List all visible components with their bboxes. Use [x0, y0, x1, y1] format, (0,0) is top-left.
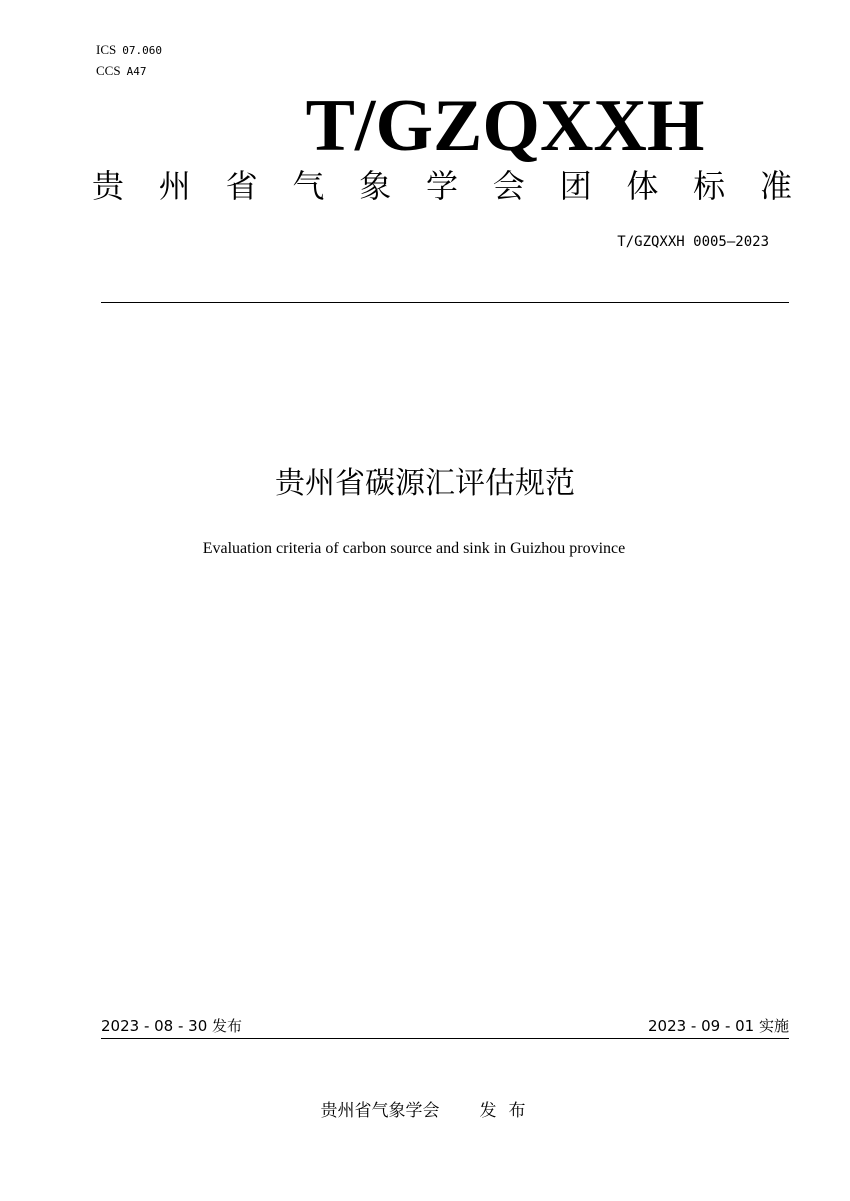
document-title-english: Evaluation criteria of carbon source and sink in Guizhou province [202, 540, 626, 557]
ccs-label: CCS [96, 63, 121, 78]
ccs-code: A47 [126, 65, 147, 78]
org-char: 学 [425, 167, 458, 205]
ccs-classification [96, 63, 146, 80]
ics-label: ICS [96, 42, 117, 57]
ics-classification [96, 42, 162, 59]
org-char: 准 [759, 167, 792, 205]
document-number: T/GZQXXH 0005—2023 [617, 234, 769, 250]
org-char: 标 [693, 167, 726, 205]
org-char: 省 [225, 167, 258, 205]
org-char: 团 [559, 167, 592, 205]
org-char: 州 [158, 167, 191, 205]
org-char: 体 [626, 167, 659, 205]
organization-standard-heading [92, 166, 792, 206]
issuer-name: 贵州省气象学会 [320, 1101, 440, 1121]
org-char: 会 [492, 167, 525, 205]
effective-date: 2023 - 09 - 01 实施 [647, 1017, 789, 1035]
org-char: 象 [359, 167, 392, 205]
issuer-action: 发布 [479, 1101, 538, 1121]
document-title-chinese: 贵州省碳源汇评估规范 [275, 466, 575, 501]
standard-brand-logo: T/GZQXXH [305, 85, 705, 167]
org-char: 气 [292, 167, 325, 205]
top-divider [101, 302, 789, 303]
bottom-divider [101, 1038, 789, 1039]
publish-date: 2023 - 08 - 30 发布 [101, 1017, 243, 1035]
issuer-line [0, 1100, 850, 1122]
org-char: 贵 [92, 167, 125, 205]
ics-code: 07.060 [122, 44, 162, 57]
